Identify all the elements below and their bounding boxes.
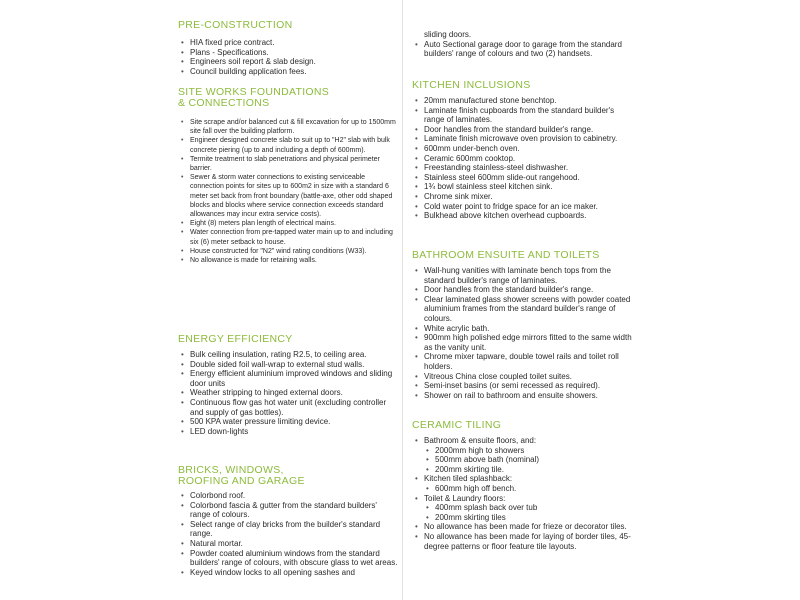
site-works-heading-line1: SITE WORKS FOUNDATIONS — [178, 86, 330, 98]
list-item: • Termite treatment to slab penetrations and physical perimeter barrier. — [178, 155, 398, 173]
list-item: • Wall-hung vanities with laminate bench tops from the standard builder's range of laminates. — [412, 266, 632, 285]
pre-construction-list — [178, 38, 398, 76]
list-item: • Stainless steel 600mm slide-out rangehood. — [412, 173, 632, 183]
list-item: • Continuous flow gas hot water unit (excluding controller and supply of gas bottles). — [178, 398, 398, 417]
list-item-continued: sliding doors. — [424, 30, 472, 39]
bricks-continued-list — [412, 30, 632, 59]
list-item: • Energy efficient aluminium improved windows and sliding door units — [178, 369, 398, 388]
bricks-heading — [178, 465, 408, 487]
sub-list-item: • 500mm above bath (nominal) — [412, 455, 632, 465]
list-item: • Colorbond roof. — [178, 491, 398, 501]
list-item: • Colorbond fascia & gutter from the standard builders' range of colours. — [178, 501, 398, 520]
list-item: • Kitchen tiled splashback: — [412, 474, 632, 484]
list-item: • No allowance has been made for frieze or decorator tiles. — [412, 522, 632, 532]
list-item: • 500 KPA water pressure limiting device. — [178, 417, 398, 427]
ceramic-tiling-list — [412, 436, 632, 551]
list-item: • Double sided foil wall-wrap to external stud walls. — [178, 360, 398, 370]
list-item: • No allowance has been made for laying of border tiles, 45-degree patterns or floor feature tile layouts. — [412, 532, 632, 551]
site-works-heading — [178, 87, 408, 109]
sub-list-item: • 600mm high off bench. — [412, 484, 632, 494]
list-item: • Site scrape and/or balanced cut & fill excavation for up to 1500mm site fall over the building platform. — [178, 118, 398, 136]
list-item: • Plans - Specifications. — [178, 48, 398, 58]
list-item: • Chrome mixer tapware, double towel rails and toilet roll holders. — [412, 352, 632, 371]
list-item: • Council building application fees. — [178, 67, 398, 77]
site-works-list — [178, 118, 398, 265]
bathroom-heading: BATHROOM ENSUITE AND TOILETS — [412, 249, 600, 261]
sub-list-item: • 200mm skirting tiles — [412, 513, 632, 523]
list-item: • Freestanding stainless-steel dishwasher. — [412, 163, 632, 173]
list-item: • Keyed window locks to all opening sashes and — [178, 568, 398, 578]
list-item: • 20mm manufactured stone benchtop. — [412, 96, 632, 106]
pre-construction-heading: PRE-CONSTRUCTION — [178, 19, 293, 31]
list-item: • Bulkhead above kitchen overhead cupboards. — [412, 211, 632, 221]
list-item: • Cold water point to fridge space for an ice maker. — [412, 202, 632, 212]
list-item: • Chrome sink mixer. — [412, 192, 632, 202]
sub-list-item: • 2000mm high to showers — [412, 446, 632, 456]
list-item: • Laminate finish microwave oven provision to cabinetry. — [412, 134, 632, 144]
ceramic-tiling-heading: CERAMIC TILING — [412, 419, 502, 431]
list-item: • Water connection from pre-tapped water main up to and including six (6) meter setback to house. — [178, 228, 398, 246]
bricks-heading-line1: BRICKS, WINDOWS, — [178, 464, 284, 476]
list-item: • Bathroom & ensuite floors, and: — [412, 436, 632, 446]
list-item: • Toilet & Laundry floors: — [412, 494, 632, 504]
bathroom-list — [412, 266, 632, 400]
list-item: • No allowance is made for retaining walls. — [178, 256, 398, 265]
list-item: • Engineers soil report & slab design. — [178, 57, 398, 67]
list-item: • Bulk ceiling insulation, rating R2.5, to ceiling area. — [178, 350, 398, 360]
list-item: • 600mm under-bench oven. — [412, 144, 632, 154]
list-item: • Auto Sectional garage door to garage from the standard builders' range of colours and two (2) handsets. — [412, 40, 632, 59]
list-item: • Laminate finish cupboards from the standard builder's range of laminates. — [412, 106, 632, 125]
list-item: • Semi-inset basins (or semi recessed as required). — [412, 381, 632, 391]
kitchen-list — [412, 96, 632, 221]
list-item: • Vitreous China close coupled toilet suites. — [412, 372, 632, 382]
list-item: • Eight (8) meters plan length of electrical mains. — [178, 219, 398, 228]
list-item: • Door handles from the standard builder's range. — [412, 285, 632, 295]
list-item: • Sewer & storm water connections to existing serviceable connection points for sites up to 600m2 in size with a standard 6 meter set back from front boundary (battle-axe, other odd shaped blocks and blocks where service connection exceeds standard allowances may incur extra service costs). — [178, 173, 398, 219]
bricks-heading-line2: ROOFING AND GARAGE — [178, 475, 305, 487]
bricks-list — [178, 491, 398, 577]
list-item: • Weather stripping to hinged external doors. — [178, 388, 398, 398]
list-item: • Powder coated aluminium windows from the standard builders' range of colours, with obscure glass to wet areas. — [178, 549, 398, 568]
site-works-heading-line2: & CONNECTIONS — [178, 97, 270, 109]
sub-list-item: • 200mm skirting tile. — [412, 465, 632, 475]
list-item: • LED down-lights — [178, 427, 398, 437]
list-item: • Natural mortar. — [178, 539, 398, 549]
list-item: • HIA fixed price contract. — [178, 38, 398, 48]
list-item: • Select range of clay bricks from the builder's standard range. — [178, 520, 398, 539]
list-item: • Shower on rail to bathroom and ensuite showers. — [412, 391, 632, 401]
list-item: • Engineer designed concrete slab to suit up to "H2" slab with bulk concrete piering (up to and including a depth of 600mm). — [178, 136, 398, 154]
list-item: • Door handles from the standard builder's range. — [412, 125, 632, 135]
sub-list-item: • 400mm splash back over tub — [412, 503, 632, 513]
list-item: • 1¾ bowl stainless steel kitchen sink. — [412, 182, 632, 192]
list-item: • Ceramic 600mm cooktop. — [412, 154, 632, 164]
list-item: • 900mm high polished edge mirrors fitted to the same width as the vanity unit. — [412, 333, 632, 352]
list-item: • Clear laminated glass shower screens with powder coated aluminium frames from the standard builder's range of colours. — [412, 295, 632, 324]
kitchen-heading: KITCHEN INCLUSIONS — [412, 79, 531, 91]
energy-efficiency-heading: ENERGY EFFICIENCY — [178, 333, 293, 345]
list-item: • House constructed for "N2" wind rating conditions (W33). — [178, 247, 398, 256]
energy-efficiency-list — [178, 350, 398, 436]
list-item: • White acrylic bath. — [412, 324, 632, 334]
